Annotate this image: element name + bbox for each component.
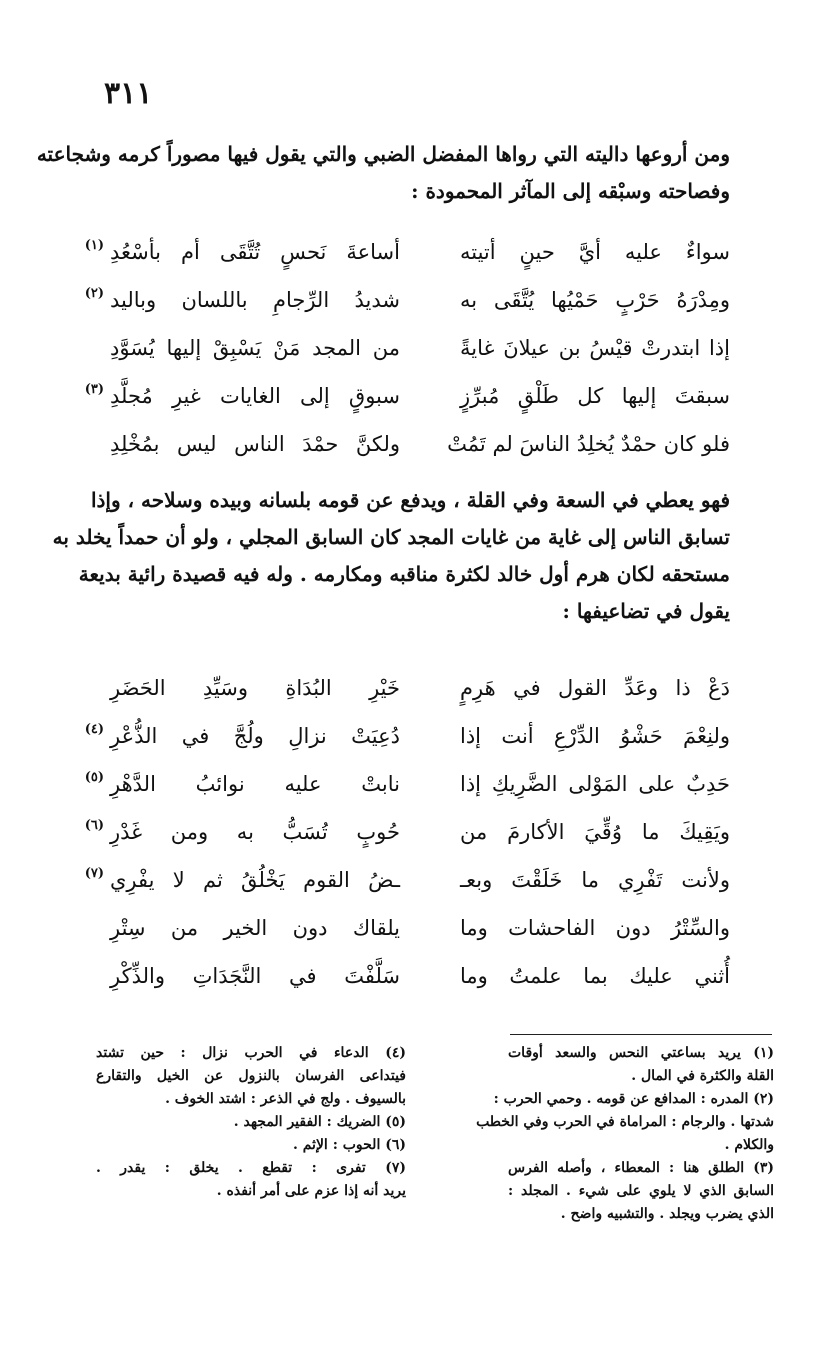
verse-line: [90, 952, 730, 1000]
verse-second-hemistich: سبوقٍ إلى الغايات غيرِ مُجلَّدِ: [110, 384, 400, 408]
verse-first-hemistich: سبقتَ إليها كل طَلْقٍ مُبرِّزٍ: [460, 384, 730, 408]
verse-second-hemistich: نابتْ عليه نوائبُ الدَّهْرِ: [110, 772, 400, 796]
text-line: وفصاحته وسبْقه إلى المآثر المحمودة :: [411, 179, 730, 203]
verse-first-hemistich: إذا ابتدرتْ قيْسُ بن عيلانَ غايةً: [460, 336, 730, 360]
verse-line: [90, 420, 730, 468]
verse-line: [84, 372, 730, 420]
verse-first-hemistich: سواءٌ عليه أيَّ حينٍ أتيته: [460, 240, 730, 264]
verse-first-hemistich: والسِّتْرُ دون الفاحشات وما: [460, 916, 730, 940]
verse-line: [84, 856, 730, 904]
footnote-marker: (١): [84, 238, 104, 253]
verse-second-hemistich: يلقاك دون الخير من سِتْرِ: [110, 916, 400, 940]
verse-line: [84, 808, 730, 856]
verse-line: [84, 712, 730, 760]
verse-second-hemistich: أساعةَ نَحسٍ تُتَّقَى أم بأسْعُدِ: [110, 240, 400, 264]
footnote-marker: (٣): [84, 382, 104, 397]
poem-raiya: [84, 664, 730, 1000]
footnote-marker: (٤): [84, 722, 104, 737]
footnote-line: (٣) الطلق هنا : المعطاء ، وأصله الفرس: [508, 1160, 774, 1176]
footnote-separator: [510, 1034, 772, 1035]
text-line: يقول في تضاعيفها :: [562, 599, 730, 623]
verse-first-hemistich: دَعْ ذا وعَدِّ القول في هَرِمٍ: [460, 676, 730, 700]
footnote-line: فيتداعى الفرسان بالنزول عن الخيل والتقارع: [96, 1068, 406, 1084]
verse-second-hemistich: شديدُ الرِّجامِ باللسان وباليد: [110, 288, 400, 312]
footnote-line: (١) يريد بساعتي النحس والسعد أوقات: [508, 1045, 774, 1061]
footnote-line: والكلام .: [724, 1137, 774, 1153]
verse-line: [84, 276, 730, 324]
footnote-marker: (٢): [84, 286, 104, 301]
verse-second-hemistich: دُعِيَتْ نزالِ ولُجَّ في الذُّعْرِ: [110, 724, 400, 748]
footnotes-left-column: [96, 1042, 406, 1203]
verse-first-hemistich: ويَقِيكَ ما وُقِّيَ الأكارمَ من: [460, 820, 730, 844]
verse-first-hemistich: فلو كان حمْدٌ يُخلِدُ الناسَ لم تَمُتْ: [447, 432, 730, 456]
text-line: تسابق الناس إلى غاية من غايات المجد كان السابق المجلي ، ولو أن حمداً يخلد به: [52, 525, 730, 549]
verse-line: [84, 228, 730, 276]
verse-line: [90, 324, 730, 372]
verse-first-hemistich: ومِدْرَهُ حَرْبٍ حَمْيُها يُتَّقَى به: [460, 288, 730, 312]
verse-first-hemistich: حَدِبٌ على المَوْلى الضَّرِيكِ إذا: [460, 772, 730, 796]
verse-first-hemistich: ولنِعْمَ حَشْوُ الدِّرْعِ أنت إذا: [460, 724, 730, 748]
verse-second-hemistich: سَلَّفْتَ في النَّجَدَاتِ والذِّكْرِ: [110, 964, 400, 988]
footnote-marker: (٧): [84, 866, 104, 881]
verse-line: [90, 664, 730, 712]
verse-second-hemistich: من المجد مَنْ يَسْبِقْ إليها يُسَوَّدِ: [110, 336, 400, 360]
text-line: مستحقه لكان هرم أول خالد لكثرة مناقبه ومكارمه . وله فيه قصيدة رائية بديعة: [78, 562, 730, 586]
verse-line: [84, 760, 730, 808]
verse-first-hemistich: ولأنت تَفْرِي ما خَلَقْتَ وبعـ: [460, 868, 730, 892]
intro-paragraph: [36, 136, 730, 210]
footnote-marker: (٦): [84, 818, 104, 833]
middle-paragraph: [52, 482, 730, 630]
footnote-line: السابق الذي لا يلوي على شيء . المجلد :: [508, 1183, 774, 1199]
verse-second-hemistich: ـضُ القوم يَخْلُقُ ثم لا يفْرِي: [110, 868, 400, 892]
text-line: فهو يعطي في السعة وفي القلة ، ويدفع عن قومه بلسانه وبيده وسلاحه ، وإذا: [90, 488, 730, 512]
verse-second-hemistich: حُوبٍ تُسَبُّ به ومن غَدْرِ: [110, 820, 400, 844]
poem-dalia: [84, 228, 730, 468]
verse-first-hemistich: أُثني عليك بما علمتُ وما: [460, 964, 730, 988]
footnote-line: بالسيوف . ولج في الذعر : اشتد الخوف .: [165, 1091, 406, 1107]
footnote-line: يريد أنه إذا عزم على أمر أنفذه .: [216, 1183, 406, 1199]
verse-second-hemistich: ولكنَّ حمْدَ الناس ليس بمُخْلِدِ: [110, 432, 400, 456]
footnote-line: شدتها . والرجام : المراماة في الحرب وفي الخطب: [476, 1114, 774, 1130]
verse-line: [90, 904, 730, 952]
verse-second-hemistich: خَيْرِ البُدَاةِ وسَيِّدِ الحَضَرِ: [110, 676, 400, 700]
footnote-line: (٧) تفرى : تقطع . يخلق : يقدر .: [96, 1160, 406, 1176]
footnote-marker: (٥): [84, 770, 104, 785]
footnote-line: (٥) الضريك : الفقير المجهد .: [233, 1114, 406, 1130]
footnotes-right-column: [476, 1042, 774, 1226]
footnote-line: (٦) الحوب : الإثم .: [292, 1137, 406, 1153]
page-number: ٣١١: [104, 76, 153, 111]
footnote-line: (٤) الدعاء في الحرب نزال : حين تشتد: [96, 1045, 406, 1061]
footnote-line: القلة والكثرة في المال .: [631, 1068, 774, 1084]
footnote-line: الذي يضرب ويجلد . والتشبيه واضح .: [560, 1206, 774, 1222]
text-line: ومن أروعها داليته التي رواها المفضل الضبي والتي يقول فيها مصوراً كرمه وشجاعته: [36, 142, 730, 166]
footnote-line: (٢) المدره : المدافع عن قومه . وحمي الحرب :: [493, 1091, 774, 1107]
